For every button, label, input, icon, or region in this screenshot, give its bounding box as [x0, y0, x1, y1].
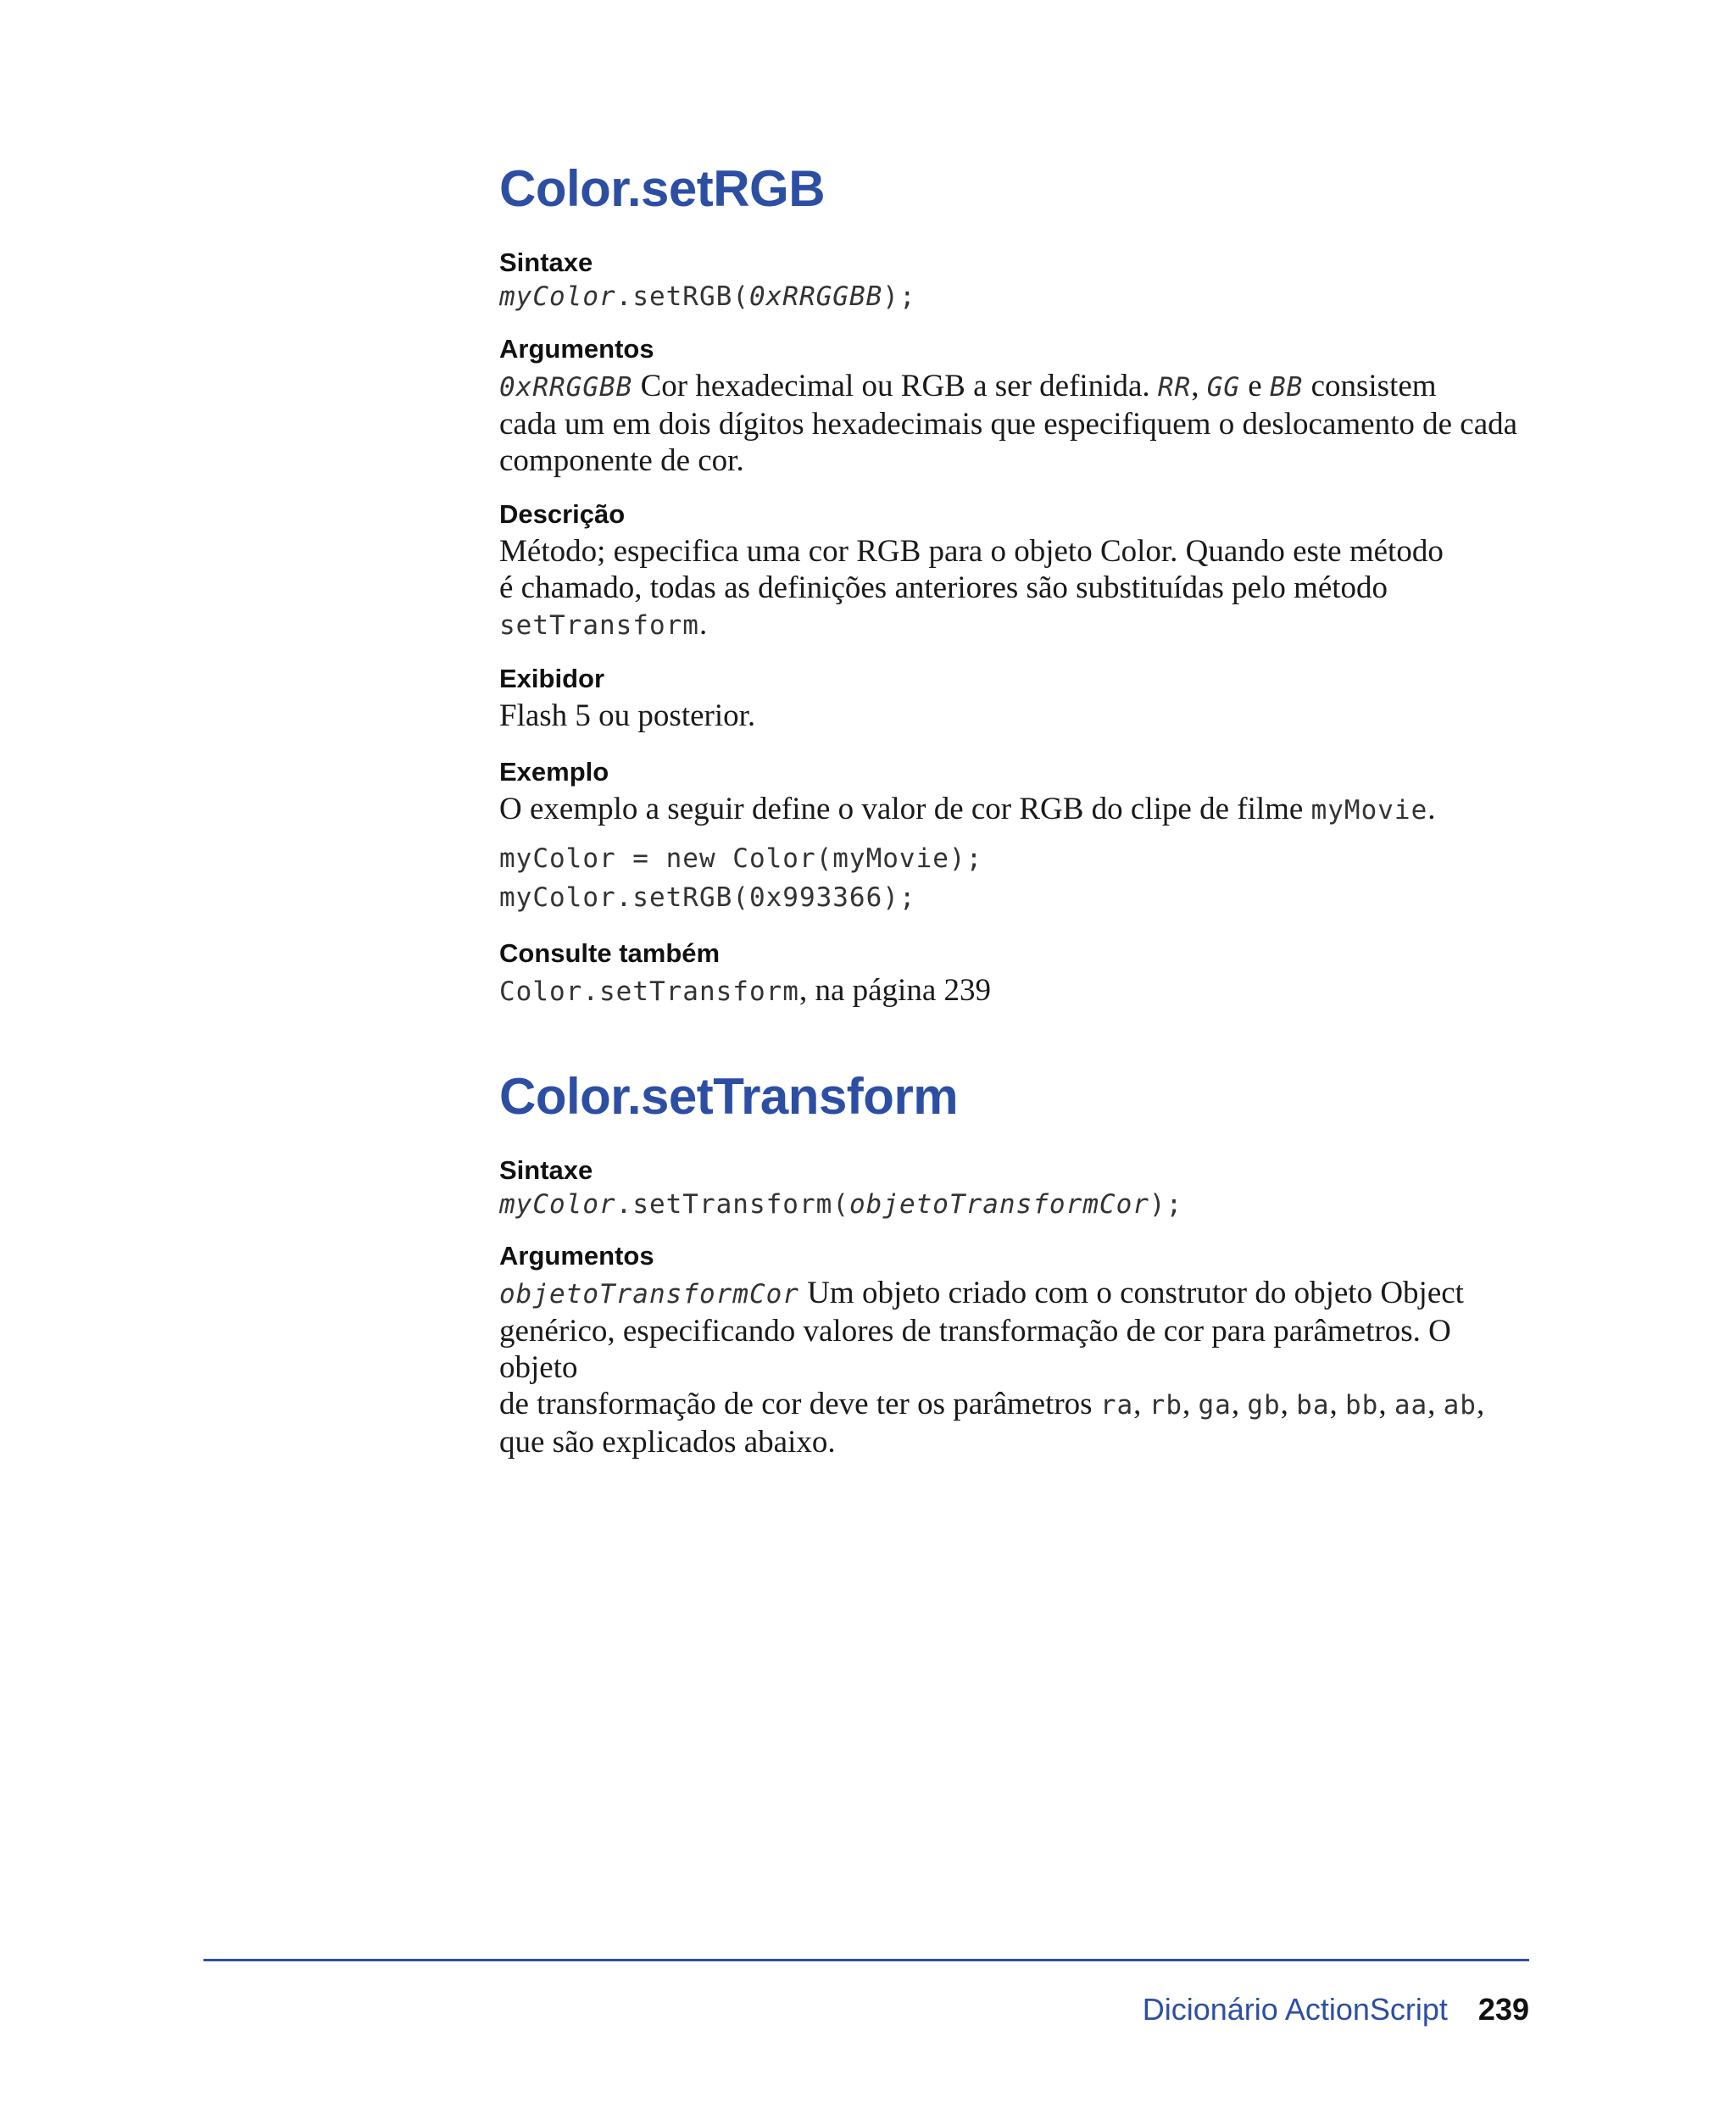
example-code-line: myColor.setRGB(0x993366);	[499, 882, 916, 913]
description-block	[499, 499, 1533, 644]
page-number: 239	[1477, 1992, 1529, 2027]
syntax-label: Sintaxe	[499, 247, 593, 277]
section-title: Color.setTransform	[499, 1068, 959, 1125]
section-setrgb	[499, 160, 1533, 217]
syntax-block	[499, 1155, 1533, 1220]
arguments-label: Argumentos	[499, 334, 654, 364]
example-label: Exemplo	[499, 757, 609, 787]
footer-section-title: Dicionário ActionScript	[1142, 1992, 1448, 2027]
see-also-label: Consulte também	[499, 938, 721, 968]
syntax-block	[499, 247, 1533, 312]
player-text: Flash 5 ou posterior.	[499, 698, 756, 733]
footer	[1143, 1992, 1529, 2027]
player-label: Exibidor	[499, 664, 605, 693]
syntax-code: myColor.setTransform(objetoTransformCor);	[499, 1188, 1183, 1220]
see-also-block	[499, 938, 1533, 1010]
description-text: Método; especifica uma cor RGB para o objeto Color. Quando este método é chamado, todas as definições anteriores são substituídas pelo método setTransform.	[499, 533, 1444, 642]
section-title: Color.setRGB	[499, 160, 826, 217]
arguments-label: Argumentos	[499, 1241, 654, 1271]
description-label: Descrição	[499, 499, 626, 529]
arguments-block	[499, 1241, 1533, 1460]
example-code-line: myColor = new Color(myMovie);	[499, 843, 983, 874]
arguments-text: 0xRRGGBB Cor hexadecimal ou RGB a ser definida. RR, GG e BB consistem cada um em dois dígitos hexadecimais que especifiquem o deslocamento de cada componente de cor.	[499, 368, 1518, 478]
see-also-link[interactable]: Color.setTransform, na página 239	[499, 972, 991, 1008]
example-text: O exemplo a seguir define o valor de cor RGB do clipe de filme myMovie.	[499, 791, 1436, 826]
example-block	[499, 757, 1533, 917]
section-settransform	[499, 1068, 1533, 1125]
player-block	[499, 664, 1533, 734]
footer-divider	[203, 1959, 1529, 1961]
syntax-label: Sintaxe	[499, 1155, 593, 1185]
syntax-code: myColor.setRGB(0xRRGGBB);	[499, 281, 916, 312]
arguments-text: objetoTransformCor Um objeto criado com o construtor do objeto Object genérico, especificando valores de transformação de cor para parâmetros. O objeto de transformação de cor deve ter os parâmetros ra, rb, ga, gb, ba, bb, aa, ab, que são explicados abaixo.	[499, 1275, 1485, 1460]
arguments-block	[499, 334, 1533, 479]
